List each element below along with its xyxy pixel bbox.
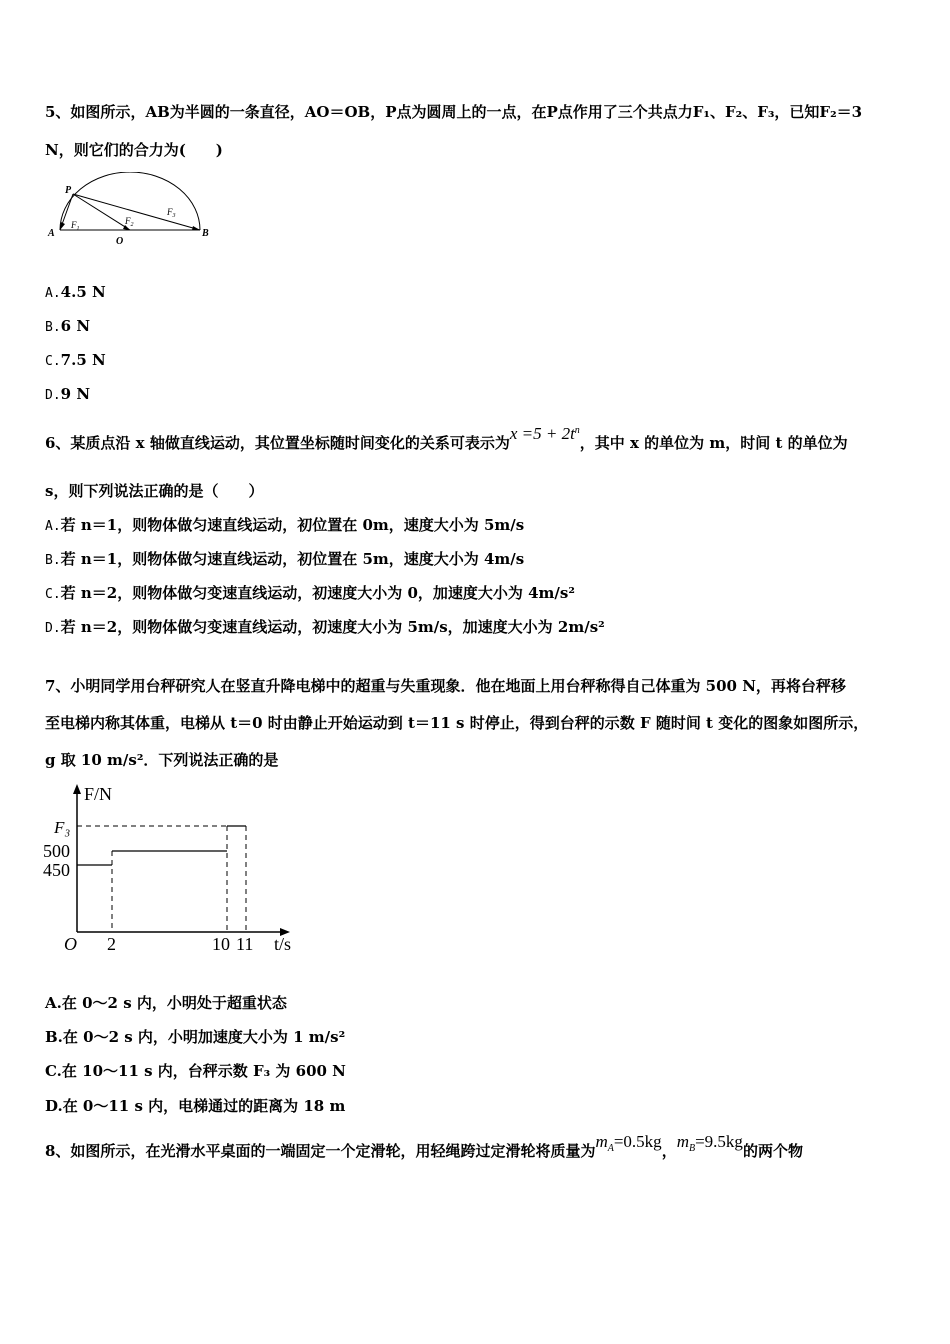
q5-option-c: C.7.5 N: [45, 351, 106, 369]
q6-formula: $x =5 + 2t^n$: [509, 424, 580, 443]
q5-line2: N，则它们的合力为( ): [45, 141, 223, 159]
q6-line1: 6、某质点沿 x 轴做直线运动，其位置坐标随时间变化的关系可表示为$x =5 + 2t^n$，其中 x 的单位为 m，时间 t 的单位为: [45, 424, 848, 452]
q6-option-d: D.若 n＝2，则物体做匀变速直线运动，初速度大小为 5m/s，加速度大小为 2m/s²: [45, 618, 605, 636]
q7-line3: g 取 10 m/s²．下列说法正确的是: [45, 751, 279, 769]
label-a: A: [48, 228, 55, 239]
y-tick-450: 450: [43, 860, 70, 880]
label-f3-sub: 3: [172, 213, 176, 219]
label-f3: F: [167, 207, 173, 217]
q6-line2: s，则下列说法正确的是（ ）: [45, 482, 264, 500]
q5-option-a: A.4.5 N: [45, 283, 106, 301]
q5-option-b: B.6 N: [45, 317, 91, 335]
x-tick-11: 11: [236, 934, 254, 954]
q8-mass-b: $m_B=9.5kg$: [676, 1132, 743, 1154]
q7-option-c: C.在 10～11 s 内，台秤示数 F₃ 为 600 N: [45, 1062, 346, 1080]
q5-semicircle-figure: [45, 172, 210, 250]
label-f2-sub: 2: [130, 222, 134, 228]
q7-option-d: D.在 0～11 s 内，电梯通过的距离为 18 m: [45, 1097, 346, 1115]
y-axis-arrow: [73, 784, 81, 794]
label-b: B: [202, 228, 209, 239]
x-tick-10: 10: [212, 934, 230, 954]
q7-option-b: B.在 0～2 s 内，小明加速度大小为 1 m/s²: [45, 1028, 346, 1046]
label-p: P: [65, 185, 72, 196]
svg-text:F3: [166, 207, 176, 219]
q7-force-time-graph: [40, 778, 310, 958]
label-o: O: [116, 236, 124, 247]
label-f1: F: [71, 220, 77, 230]
origin-label: O: [64, 934, 77, 954]
q6-option-a: A.若 n＝1，则物体做匀速直线运动，初位置在 0m，速度大小为 5m/s: [45, 516, 525, 534]
q5-line1: 5、如图所示，AB为半圆的一条直径，AO＝OB，P点为圆周上的一点，在P点作用了三个共点力F₁、F₂、F₃，已知F₂＝3: [45, 103, 863, 121]
y-tick-f3: F₃: [54, 818, 71, 837]
x-tick-2: 2: [107, 934, 116, 954]
q5-option-d: D.9 N: [45, 385, 91, 403]
q8-mass-a: $m_A=0.5kg$: [595, 1132, 662, 1154]
x-axis-label: t/s: [274, 934, 292, 954]
q8-line1: 8、如图所示，在光滑水平桌面的一端固定一个定滑轮，用轻绳跨过定滑轮将质量为$m_A=0.5kg$，$m_B=9.5kg$的两个物: [45, 1132, 803, 1160]
q6-option-c: C.若 n＝2，则物体做匀变速直线运动，初速度大小为 0，加速度大小为 4m/s²: [45, 584, 575, 602]
q6-option-b: B.若 n＝1，则物体做匀速直线运动，初位置在 5m，速度大小为 4m/s: [45, 550, 525, 568]
label-f1-sub: 1: [76, 226, 80, 232]
q7-line2: 至电梯内称其体重，电梯从 t＝0 时由静止开始运动到 t＝11 s 时停止，得到台秤的示数 F 随时间 t 变化的图象如图所示，: [45, 714, 869, 732]
y-axis-label: F/N: [84, 784, 113, 804]
label-f2: F: [125, 216, 131, 226]
q7-option-a: A.在 0～2 s 内，小明处于超重状态: [45, 994, 287, 1012]
q7-line1: 7、小明同学用台秤研究人在竖直升降电梯中的超重与失重现象．他在地面上用台秤称得自己体重为 500 N，再将台秤移: [45, 677, 846, 695]
y-tick-500: 500: [43, 841, 70, 861]
